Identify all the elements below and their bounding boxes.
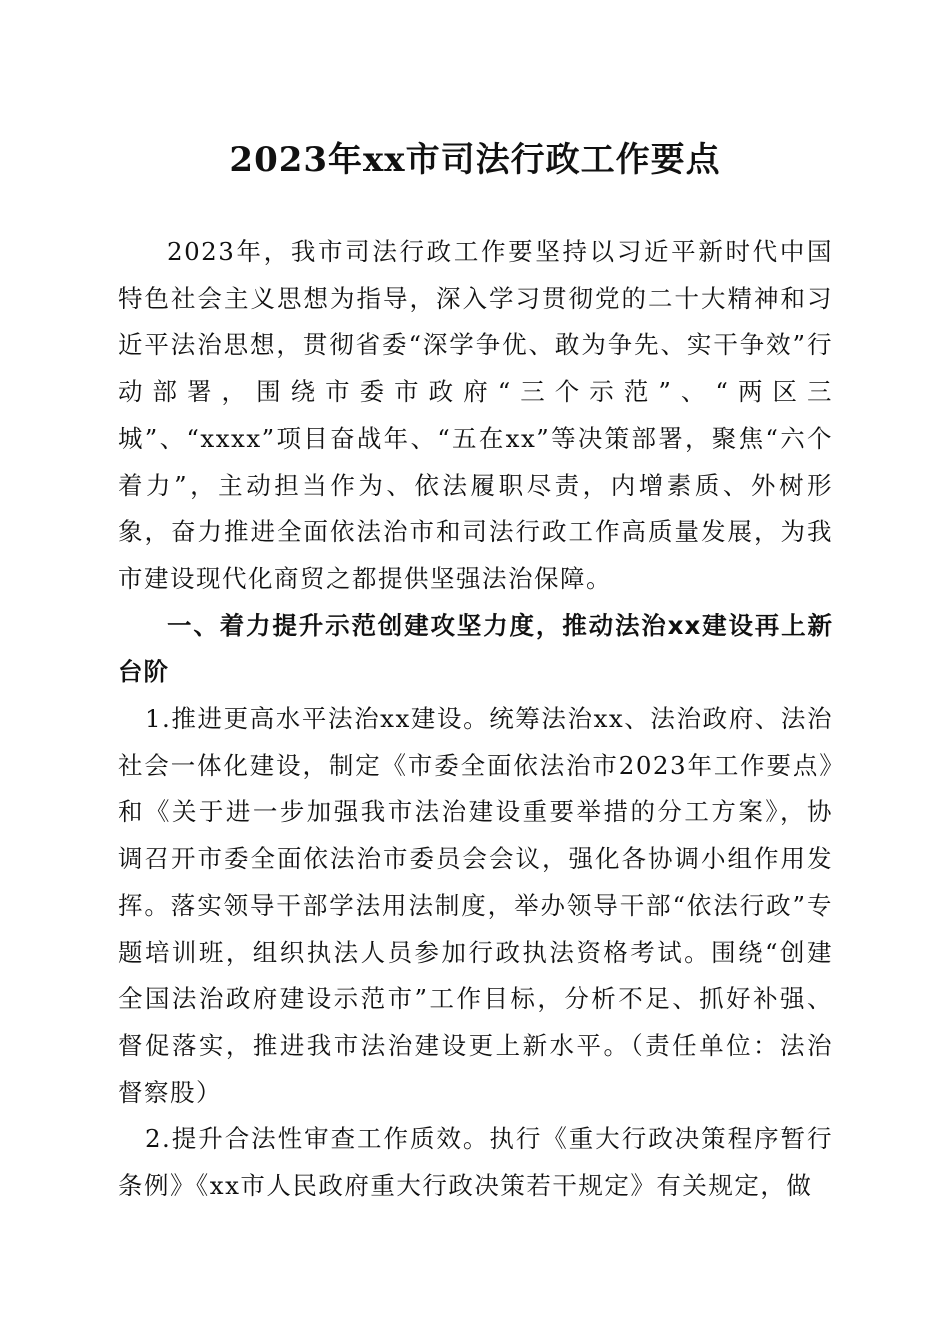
intro-paragraph: 2023年，我市司法行政工作要坚持以习近平新时代中国特色社会主义思想为指导，深入学习贯彻党的二十大精神和习近平法治思想，贯彻省委“深学争优、敢为争先、实干争效”行动部署，围绕市委市政府“三个示范”、“两区三城”、“xxxx”项目奋战年、“五在xx”等决策部署，聚焦“六个着力”，主动担当作为、依法履职尽责，内增素质、外树形象，奋力推进全面依法治市和司法行政工作高质量发展，为我市建设现代化商贸之都提供坚强法治保障。 bbox=[118, 237, 833, 593]
page-title: 2023年xx市司法行政工作要点 bbox=[229, 140, 721, 180]
item-paragraph-1: 1.推进更高水平法治xx建设。统筹法治xx、法治政府、法治社会一体化建设，制定《市委全面依法治市2023年工作要点》和《关于进一步加强我市法治建设重要举措的分工方案》，协调召开市委全面依法治市委员会会议，强化各协调小组作用发挥。落实领导干部学法用法制度，举办领导干部“依法行政”专题培训班，组织执法人员参加行政执法资格考试。围绕“创建全国法治政府建设示范市”工作目标，分析不足、抓好补强、督促落实，推进我市法治建设更上新水平。（责任单位：法治督察股） bbox=[118, 704, 833, 1107]
document-body bbox=[118, 229, 833, 1210]
item-paragraph-2: 2.提升合法性审查工作质效。执行《重大行政决策程序暂行条例》《xx市人民政府重大行政决策若干规定》有关规定，做 bbox=[118, 1124, 833, 1201]
section-heading: 一、着力提升示范创建攻坚力度，推动法治xx建设再上新台阶 bbox=[118, 610, 833, 687]
